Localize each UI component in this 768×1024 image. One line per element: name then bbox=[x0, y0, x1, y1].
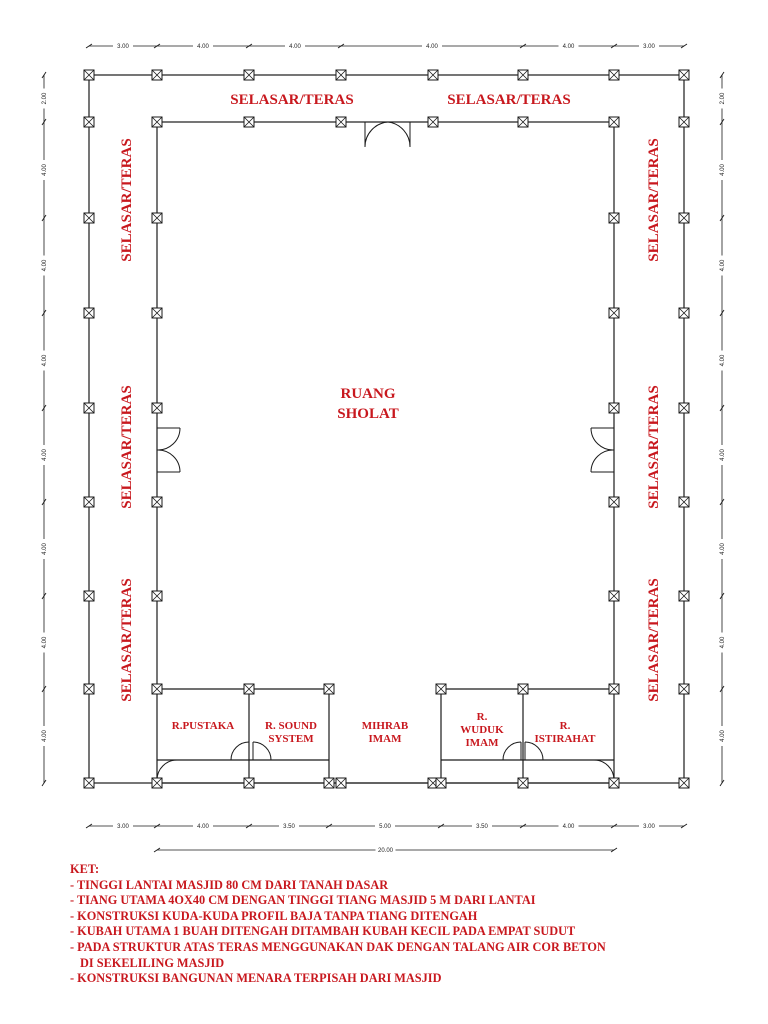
rest-room-label-line2: ISTIRAHAT bbox=[534, 733, 596, 745]
column-marker bbox=[324, 778, 334, 788]
column-marker bbox=[84, 117, 94, 127]
ablution-label-line3: IMAM bbox=[465, 737, 499, 749]
column-marker bbox=[436, 778, 446, 788]
right-dimension-line bbox=[718, 72, 726, 786]
mihrab-label-line1: MIHRAB bbox=[361, 720, 409, 732]
column-marker bbox=[609, 213, 619, 223]
prayer-hall-wall bbox=[157, 122, 614, 783]
dimension-label: 4.00 bbox=[720, 543, 726, 555]
column-marker bbox=[679, 70, 689, 80]
dimension-label: 3.50 bbox=[283, 824, 295, 830]
total-dimension-line bbox=[154, 846, 617, 854]
note-item: - TIANG UTAMA 4OX40 CM DENGAN TINGGI TIANG MASJID 5 M DARI LANTAI bbox=[70, 893, 536, 908]
column-marker bbox=[84, 684, 94, 694]
note-item: - TINGGI LANTAI MASJID 80 CM DARI TANAH DASAR bbox=[70, 877, 389, 892]
bottom-dimension-line bbox=[86, 822, 687, 830]
column-marker bbox=[152, 308, 162, 318]
dimension-label: 4.00 bbox=[720, 636, 726, 649]
dimension-label: 4.00 bbox=[562, 824, 575, 830]
terrace-left-label-3: SELASAR/TERAS bbox=[119, 578, 135, 702]
dimension-label: 5.00 bbox=[379, 824, 391, 830]
left-dimension-line bbox=[40, 72, 48, 786]
column-marker bbox=[84, 497, 94, 507]
column-marker bbox=[336, 70, 346, 80]
sound-room-label-line2: SYSTEM bbox=[268, 733, 314, 745]
column-marker bbox=[84, 213, 94, 223]
dimension-label: 2.00 bbox=[42, 92, 48, 105]
note-item: - KUBAH UTAMA 1 BUAH DITENGAH DITAMBAH KUBAH KECIL PADA EMPAT SUDUT bbox=[70, 924, 576, 939]
column-marker bbox=[609, 497, 619, 507]
column-marker bbox=[518, 70, 528, 80]
mihrab-label-line2: IMAM bbox=[368, 733, 402, 745]
column-marker bbox=[609, 591, 619, 601]
column-marker bbox=[152, 403, 162, 413]
prayer-room-label-line1: RUANG bbox=[340, 386, 396, 402]
note-item: - KONSTRUKSI BANGUNAN MENARA TERPISAH DARI MASJID bbox=[70, 971, 442, 986]
terrace-top-right-label: SELASAR/TERAS bbox=[447, 92, 571, 108]
column-marker bbox=[518, 117, 528, 127]
column-marker bbox=[244, 778, 254, 788]
column-marker bbox=[152, 778, 162, 788]
terrace-left-label-1: SELASAR/TERAS bbox=[119, 138, 135, 262]
terrace-top-left-label: SELASAR/TERAS bbox=[230, 92, 354, 108]
column-marker bbox=[609, 70, 619, 80]
column-marker bbox=[679, 497, 689, 507]
column-marker bbox=[84, 778, 94, 788]
terrace-right-label-1: SELASAR/TERAS bbox=[646, 138, 662, 262]
ablution-label-line2: WUDUK bbox=[460, 724, 504, 736]
dimension-label: 4.00 bbox=[720, 730, 726, 742]
dimension-label: 4.00 bbox=[562, 44, 575, 50]
column-marker bbox=[152, 684, 162, 694]
dimension-label: 3.00 bbox=[643, 44, 655, 50]
column-marker bbox=[152, 213, 162, 223]
dimension-label: 4.00 bbox=[42, 543, 48, 555]
structural-columns bbox=[84, 70, 689, 788]
dimension-label: 3.50 bbox=[476, 824, 488, 830]
library-label: R.PUSTAKA bbox=[171, 720, 235, 732]
dimension-label: 4.00 bbox=[720, 354, 726, 367]
terrace-right-label-2: SELASAR/TERAS bbox=[646, 385, 662, 509]
column-marker bbox=[336, 117, 346, 127]
column-marker bbox=[152, 70, 162, 80]
column-marker bbox=[84, 70, 94, 80]
column-marker bbox=[152, 117, 162, 127]
column-marker bbox=[679, 684, 689, 694]
column-marker bbox=[324, 684, 334, 694]
dimension-label: 4.00 bbox=[426, 44, 438, 50]
column-marker bbox=[84, 591, 94, 601]
column-marker bbox=[428, 117, 438, 127]
dimension-label: 4.00 bbox=[720, 259, 726, 272]
column-marker bbox=[679, 403, 689, 413]
terrace-right-label-3: SELASAR/TERAS bbox=[646, 578, 662, 702]
dimension-label: 4.00 bbox=[42, 636, 48, 649]
column-marker bbox=[518, 684, 528, 694]
dimension-label: 20.00 bbox=[377, 848, 394, 854]
column-marker bbox=[436, 684, 446, 694]
dimension-label: 4.00 bbox=[289, 44, 301, 50]
sound-room-label-line1: R. SOUND bbox=[265, 720, 317, 732]
column-marker bbox=[609, 778, 619, 788]
column-marker bbox=[609, 403, 619, 413]
door-library bbox=[157, 760, 177, 780]
column-marker bbox=[609, 117, 619, 127]
column-marker bbox=[428, 70, 438, 80]
note-item: - KONSTRUKSI KUDA-KUDA PROFIL BAJA TANPA TIANG DITENGAH bbox=[70, 908, 478, 923]
column-marker bbox=[152, 591, 162, 601]
door-rest-room bbox=[594, 760, 614, 780]
dimension-label: 4.00 bbox=[42, 354, 48, 367]
door-sound-room bbox=[231, 742, 271, 760]
dimension-label: 3.00 bbox=[117, 44, 129, 50]
notes-block bbox=[70, 862, 710, 987]
column-marker bbox=[244, 117, 254, 127]
column-marker bbox=[679, 213, 689, 223]
column-marker bbox=[679, 591, 689, 601]
column-marker bbox=[244, 70, 254, 80]
dimension-label: 4.00 bbox=[42, 730, 48, 742]
dimension-label: 4.00 bbox=[197, 44, 209, 50]
column-marker bbox=[152, 497, 162, 507]
top-dimension-line bbox=[86, 42, 687, 50]
prayer-room-label-line2: SHOLAT bbox=[337, 406, 399, 422]
notes-title: KET: bbox=[70, 862, 100, 876]
outer-boundary bbox=[89, 75, 684, 783]
dimension-label: 4.00 bbox=[42, 449, 48, 461]
dimension-label: 3.00 bbox=[643, 824, 655, 830]
column-marker bbox=[679, 308, 689, 318]
column-marker bbox=[609, 684, 619, 694]
dimension-label: 4.00 bbox=[720, 164, 726, 176]
door-left-side bbox=[157, 428, 180, 472]
dimension-label: 2.00 bbox=[720, 92, 726, 105]
door-right-side bbox=[591, 428, 614, 472]
column-marker bbox=[84, 308, 94, 318]
column-marker bbox=[244, 684, 254, 694]
dimension-label: 3.00 bbox=[117, 824, 129, 830]
dimension-label: 4.00 bbox=[42, 164, 48, 176]
ablution-label-line1: R. bbox=[476, 711, 488, 723]
column-marker bbox=[609, 308, 619, 318]
column-marker bbox=[518, 778, 528, 788]
note-item: - PADA STRUKTUR ATAS TERAS MENGGUNAKAN DAK DENGAN TALANG AIR COR BETON bbox=[70, 939, 606, 954]
dimension-label: 4.00 bbox=[197, 824, 209, 830]
column-marker bbox=[336, 778, 346, 788]
column-marker bbox=[679, 778, 689, 788]
note-item-continuation: DI SEKELILING MASJID bbox=[80, 955, 225, 970]
terrace-left-label-2: SELASAR/TERAS bbox=[119, 385, 135, 509]
rest-room-label-line1: R. bbox=[559, 720, 571, 732]
column-marker bbox=[84, 403, 94, 413]
door-main-top bbox=[365, 122, 410, 147]
column-marker bbox=[679, 117, 689, 127]
dimension-label: 4.00 bbox=[42, 259, 48, 272]
dimension-label: 4.00 bbox=[720, 449, 726, 461]
